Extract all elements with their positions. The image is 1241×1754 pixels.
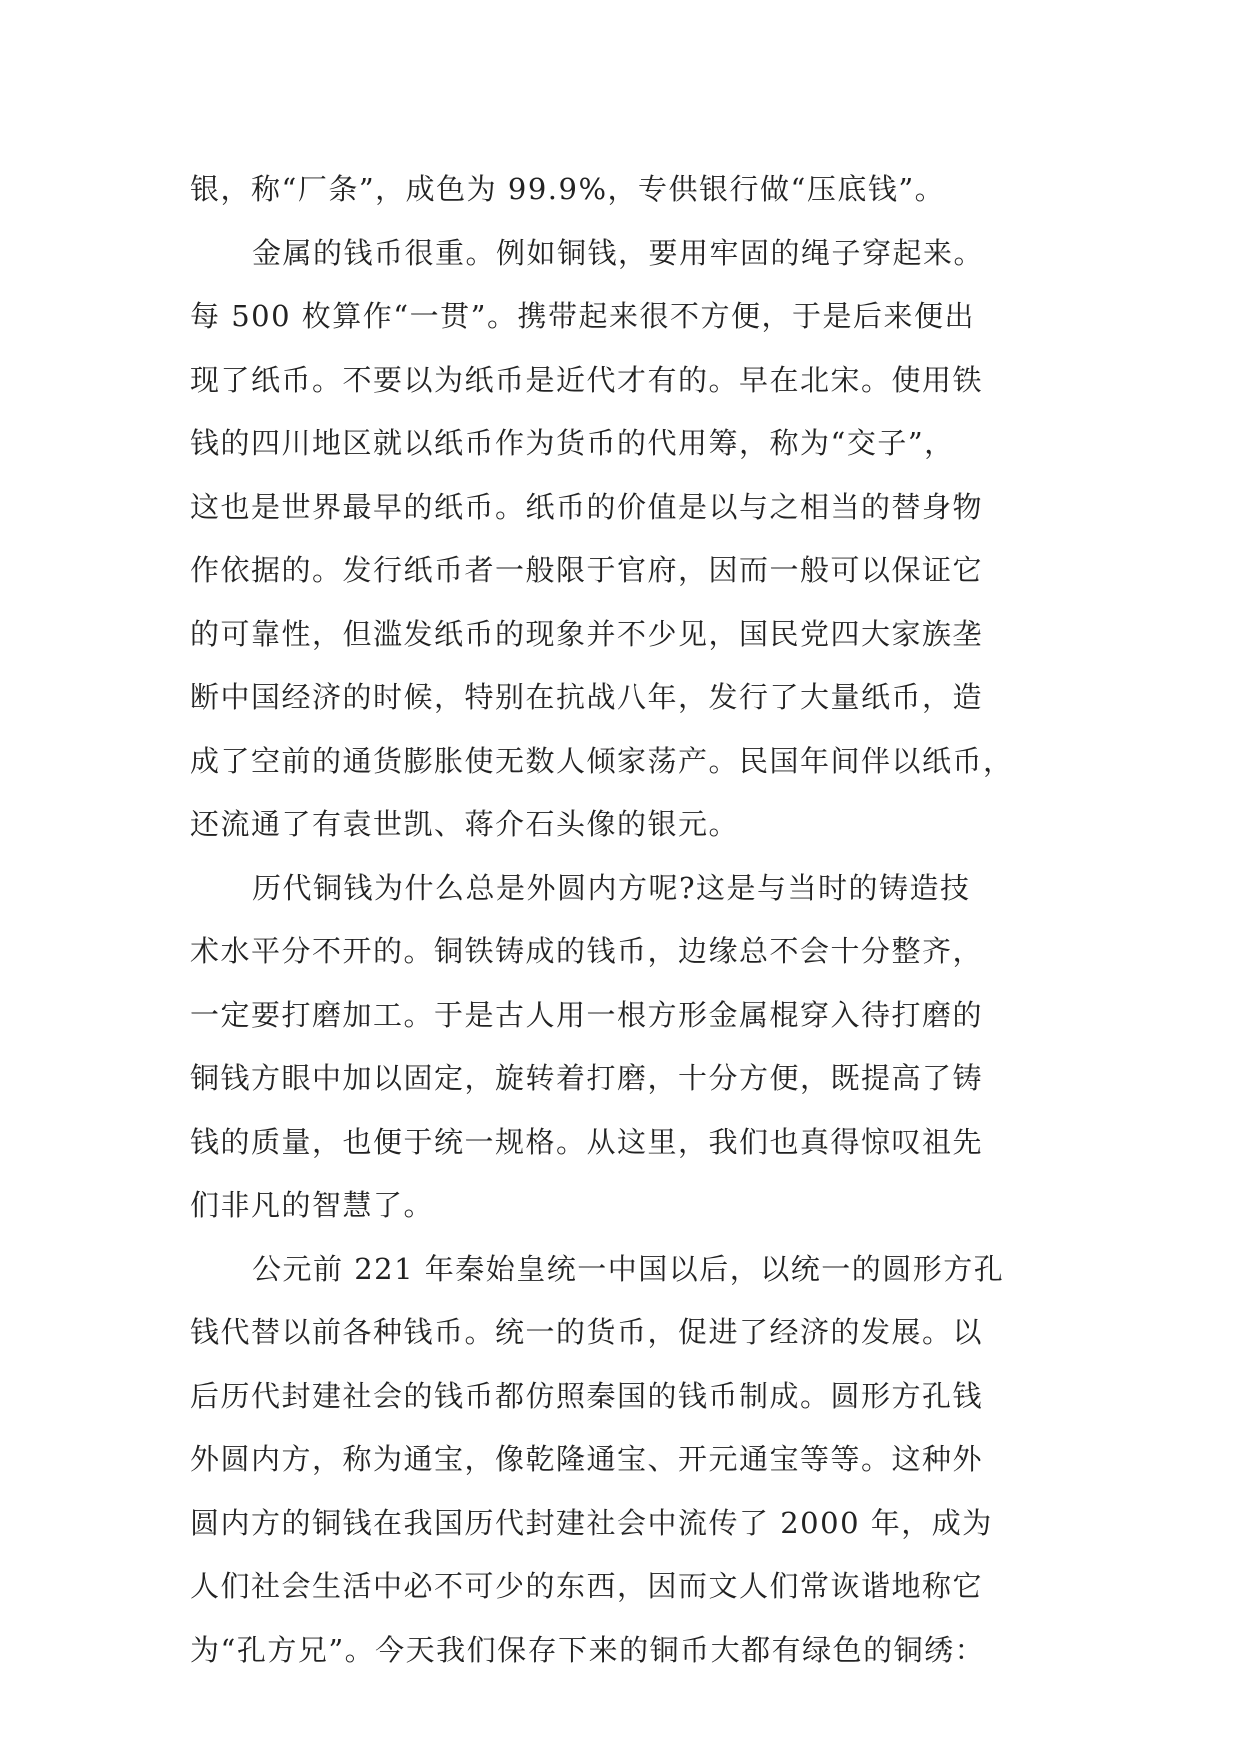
- text-line: 后历代封建社会的钱币都仿照秦国的钱币制成。圆形方孔钱: [190, 1378, 984, 1413]
- text-line: 成了空前的通货膨胀使无数人倾家荡产。民国年间伴以纸币，: [190, 743, 1014, 778]
- paragraph-first-line: 公元前 221 年秦始皇统一中国以后，以统一的圆形方孔: [252, 1251, 1005, 1286]
- text-line: 一定要打磨加工。于是古人用一根方形金属棍穿入待打磨的: [190, 997, 984, 1032]
- text-line: 术水平分不开的。铜铁铸成的钱币，边缘总不会十分整齐，: [190, 934, 984, 968]
- text-line: 钱的四川地区就以纸币作为货币的代用筹，称为“交子”，: [190, 426, 955, 460]
- text-line: 还流通了有袁世凯、蒋介石头像的银元。: [190, 807, 740, 841]
- text-line: 这也是世界最早的纸币。纸币的价值是以与之相当的替身物: [190, 489, 984, 524]
- text-line: 断中国经济的时候，特别在抗战八年，发行了大量纸币，造: [190, 680, 984, 714]
- text-line: 钱的质量，也便于统一规格。从这里，我们也真得惊叹祖先: [190, 1124, 984, 1159]
- text-line: 圆内方的铜钱在我国历代封建社会中流传了 2000 年，成为: [190, 1505, 993, 1540]
- text-line: 铜钱方眼中加以固定，旋转着打磨，十分方便，既提高了铸: [190, 1061, 984, 1095]
- text-line: 钱代替以前各种钱币。统一的货币，促进了经济的发展。以: [190, 1315, 984, 1349]
- text-line: 银，称“厂条”，成色为 99.9%，专供银行做“压底钱”。: [190, 172, 946, 206]
- text-line: 每 500 枚算作“一贯”。携带起来很不方便，于是后来便出: [190, 299, 975, 333]
- paragraph-first-line: 历代铜钱为什么总是外圆内方呢?这是与当时的铸造技: [252, 870, 971, 905]
- text-line: 现了纸币。不要以为纸币是近代才有的。早在北宋。使用铁: [190, 362, 984, 397]
- paragraph-first-line: 金属的钱币很重。例如铜钱，要用牢固的绳子穿起来。: [252, 235, 985, 270]
- text-line: 们非凡的智慧了。: [190, 1188, 435, 1222]
- text-line: 为“孔方兄”。今天我们保存下来的铜币大都有绿色的铜绣：: [190, 1632, 986, 1667]
- text-line: 作依据的。发行纸币者一般限于官府，因而一般可以保证它: [190, 553, 984, 587]
- body-text: [190, 158, 1070, 1682]
- text-line: 外圆内方，称为通宝，像乾隆通宝、开元通宝等等。这种外: [190, 1442, 984, 1476]
- text-line: 的可靠性，但滥发纸币的现象并不少见，国民党四大家族垄: [190, 616, 984, 651]
- text-line: 人们社会生活中必不可少的东西，因而文人们常诙谐地称它: [190, 1569, 984, 1603]
